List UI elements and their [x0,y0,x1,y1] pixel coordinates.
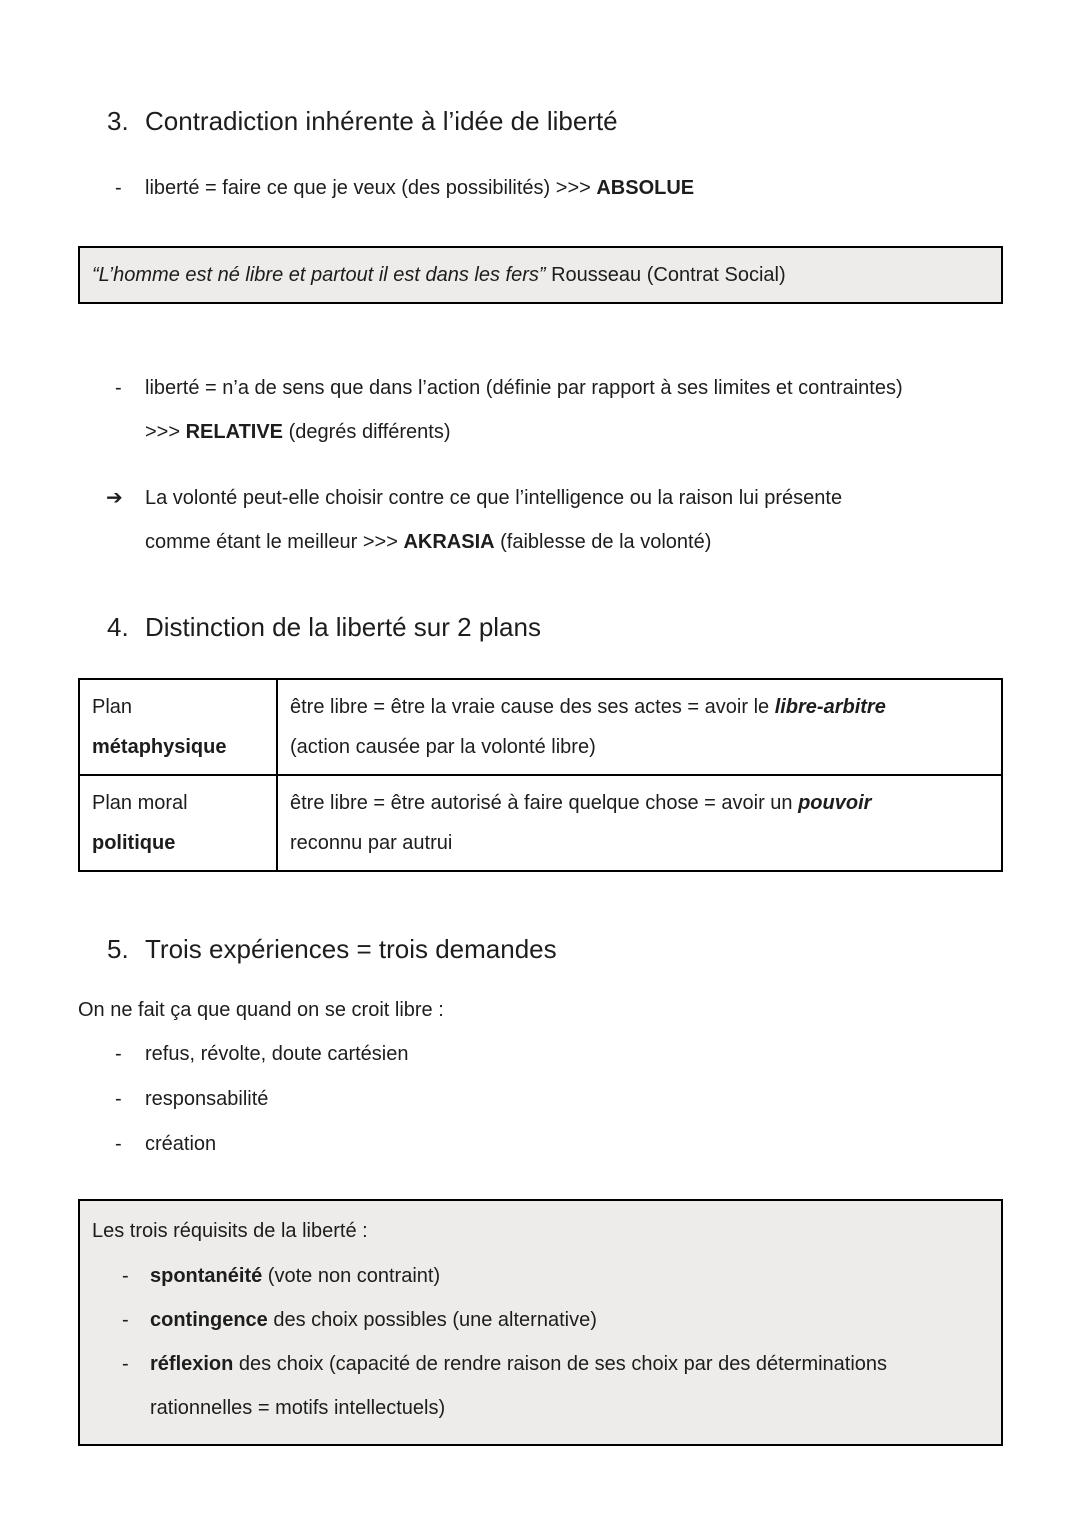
heading-3-text: Contradiction inhérente à l’idée de liberté [145,106,618,136]
requisit-text [150,1254,989,1298]
quote-attribution: Rousseau (Contrat Social) [545,264,786,286]
requisit-item-contingence [92,1298,989,1342]
list-item [78,1077,1003,1122]
list-item-text: responsabilité [145,1088,269,1110]
requisit-item-reflexion [92,1342,989,1430]
bullet-relative-emphasis: RELATIVE [185,421,284,443]
list-item [78,1122,1003,1167]
cell-plan-moral-definition [277,775,1002,871]
dash-bullet-marker: - [115,1043,122,1065]
cell-plan-moral-label [79,775,277,871]
bullet-relative-line2-pre: >>> [145,421,186,443]
definition-emphasis: pouvoir [798,792,872,814]
section-5-intro: On ne fait ça que quand on se croit libre : [78,999,444,1021]
bullet-absolue-emphasis: ABSOLUE [596,177,695,199]
arrow-note-emphasis: AKRASIA [403,531,495,553]
requisit-rest-line2: rationnelles = motifs intellectuels) [150,1397,446,1419]
heading-3-number: 3. [107,106,129,136]
bullet-liberte-relative [78,366,1003,454]
list-item-text: création [145,1133,217,1155]
heading-section-4 [78,608,1003,646]
cell-plan-metaphysique-label [79,679,277,775]
plans-table [78,678,1003,872]
arrow-note-line2-post: (faiblesse de la volonté) [494,531,712,553]
requisit-item-spontaneite [92,1254,989,1298]
bullet-liberte-absolue-text [145,166,1003,210]
list-item-text: refus, révolte, doute cartésien [145,1043,409,1065]
heading-5-number: 5. [107,934,129,964]
label-line1: Plan moral [92,792,188,814]
requisit-rest-line1: des choix (capacité de rendre raison de ses choix par des déterminations [233,1353,888,1375]
heading-section-5 [78,930,1003,968]
bullet-relative-line1: liberté = n’a de sens que dans l’action (définie par rapport à ses limites et contraintes) [145,377,903,399]
definition-pre: être libre = être la vraie cause des ses actes = avoir le [290,696,775,718]
requisit-rest: des choix possibles (une alternative) [267,1309,597,1331]
dash-bullet-marker: - [122,1265,129,1287]
definition-pre: être libre = être autorisé à faire quelque chose = avoir un [290,792,799,814]
arrow-note-line1: La volonté peut-elle choisir contre ce que l’intelligence ou la raison lui présente [145,487,843,509]
dash-bullet-marker: - [122,1309,129,1331]
dash-bullet-marker: - [122,1353,129,1375]
arrow-bullet-icon: ➔ [106,487,123,509]
dash-bullet-marker: - [115,1088,122,1110]
bullet-liberte-absolue [78,166,1003,210]
arrow-note-text [145,476,1003,564]
heading-5-text: Trois expériences = trois demandes [145,934,557,964]
requisit-rest: (vote non contraint) [262,1265,441,1287]
requisit-emphasis: spontanéité [150,1265,263,1287]
dash-bullet-marker: - [115,1133,122,1155]
requisits-title: Les trois réquisits de la liberté : [92,1220,368,1242]
arrow-note-akrasia [78,476,1003,564]
bullet-absolue-pre: liberté = faire ce que je veux (des possibilités) >>> [145,177,597,199]
requisit-text [150,1298,989,1342]
label-line2: politique [92,832,176,854]
dash-bullet-marker: - [115,377,122,399]
rousseau-quote-box [78,246,1003,304]
heading-4-number: 4. [107,612,129,642]
label-line1: Plan [92,696,133,718]
definition-emphasis: libre-arbitre [774,696,886,718]
requisit-emphasis: réflexion [150,1353,234,1375]
table-row-plan-metaphysique [79,679,1002,775]
list-item [78,1032,1003,1077]
definition-line2: (action causée par la volonté libre) [290,736,596,758]
experiences-list [78,1032,1003,1167]
arrow-note-line2-pre: comme étant le meilleur >>> [145,531,404,553]
quote-italic-text: “L’homme est né libre et partout il est dans les fers” [92,264,546,286]
dash-bullet-marker: - [115,177,122,199]
requisits-box [78,1199,1003,1446]
heading-4-text: Distinction de la liberté sur 2 plans [145,612,541,642]
requisit-emphasis: contingence [150,1309,268,1331]
heading-section-3 [78,102,1003,140]
definition-line2: reconnu par autrui [290,832,453,854]
table-row-plan-moral-politique [79,775,1002,871]
requisit-text [150,1342,989,1430]
cell-plan-metaphysique-definition [277,679,1002,775]
bullet-liberte-relative-text [145,366,1003,454]
bullet-relative-line2-post: (degrés différents) [283,421,451,443]
label-line2: métaphysique [92,736,227,758]
